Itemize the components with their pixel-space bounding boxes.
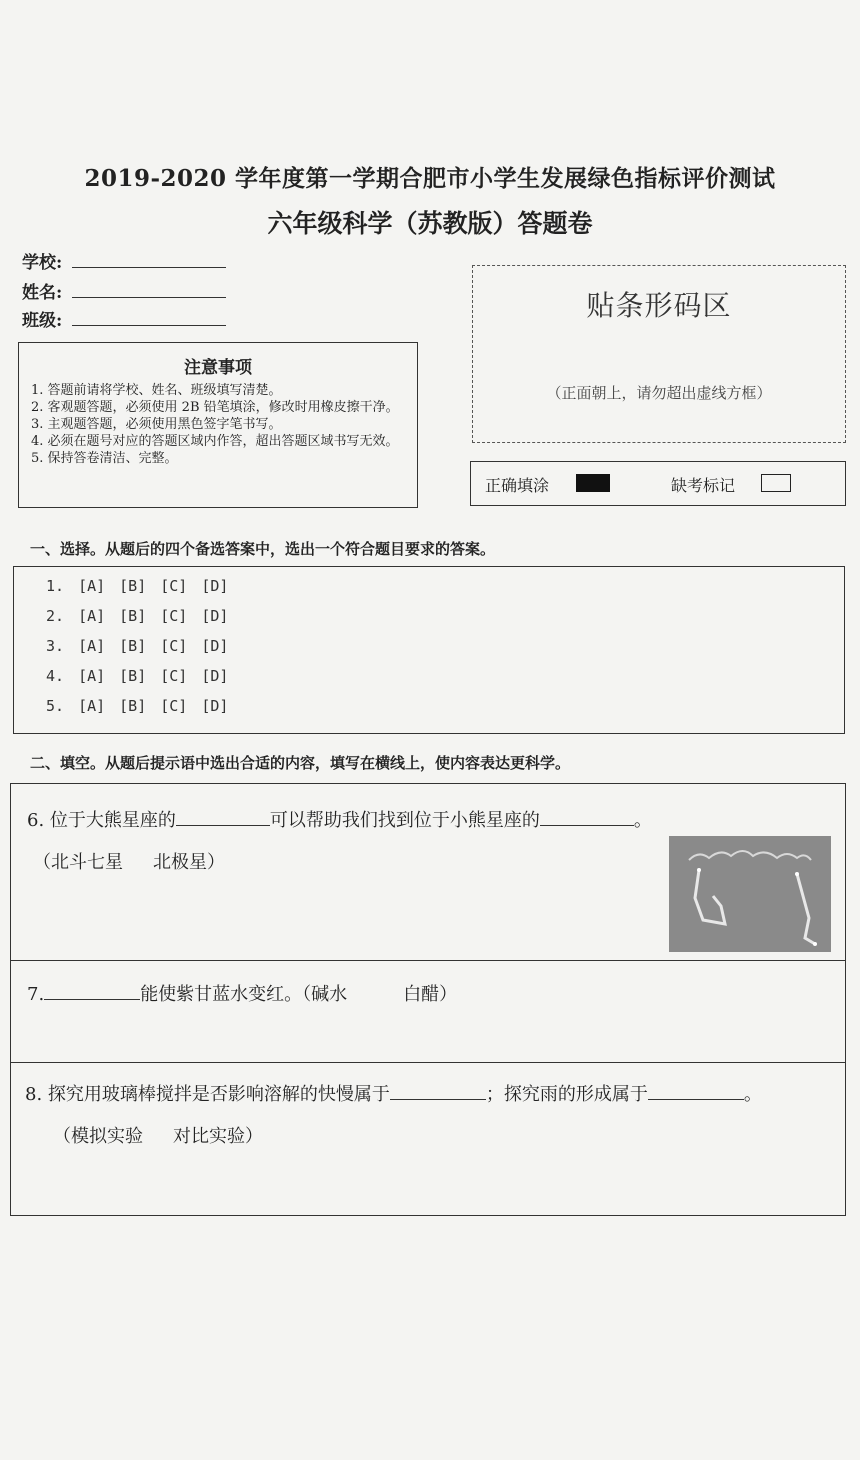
option-c[interactable]: [C] (160, 577, 188, 595)
q7-text-1: 7. (27, 984, 45, 1005)
option-a[interactable]: [A] (78, 637, 106, 655)
option-c[interactable]: [C] (160, 637, 188, 655)
exam-title: 2019-2020 学年度第一学期合肥市小学生发展绿色指标评价测试 (84, 165, 776, 192)
notice-item: 4. 必须在题号对应的答题区域内作答，超出答题区域书写无效。 (31, 434, 399, 449)
q8-hint (53, 1122, 293, 1148)
barcode-title: 贴条形码区 (586, 289, 732, 322)
question-number: 2. (46, 607, 65, 625)
class-blank[interactable] (72, 311, 226, 326)
option-b[interactable]: [B] (119, 607, 147, 625)
question-number: 3. (46, 637, 65, 655)
q6-text-3: 。 (633, 810, 652, 831)
q6-hint-1: （北斗七星 (33, 852, 123, 873)
question-number: 4. (46, 667, 65, 685)
option-b[interactable]: [B] (119, 667, 147, 685)
name-blank[interactable] (72, 283, 226, 298)
q7-text-3: 白醋） (403, 984, 458, 1005)
q6-hint-2: 北极星） (153, 852, 225, 873)
option-b[interactable]: [B] (119, 577, 147, 595)
section2-heading: 二、填空。从题后提示语中选出合适的内容，填写在横线上，使内容表达更科学。 (30, 754, 571, 772)
q8-hint-2: 对比实验） (173, 1126, 263, 1147)
q8-blank-1[interactable] (390, 1083, 486, 1100)
option-a[interactable]: [A] (78, 697, 106, 715)
option-d[interactable]: [D] (201, 667, 229, 685)
option-d[interactable]: [D] (201, 637, 229, 655)
notice-item: 2. 客观题答题，必须使用 2B 铅笔填涂，修改时用橡皮擦干净。 (31, 400, 399, 415)
option-a[interactable]: [A] (78, 667, 106, 685)
q8-text-2: ；探究雨的形成属于 (485, 1084, 648, 1105)
school-label: 学校: (22, 253, 63, 273)
choice-row-2 (46, 607, 242, 625)
school-blank[interactable] (72, 253, 226, 268)
fill-marks-box (470, 461, 846, 506)
q8-blank-2[interactable] (648, 1083, 744, 1100)
option-d[interactable]: [D] (201, 577, 229, 595)
school-field (22, 248, 226, 273)
option-c[interactable]: [C] (160, 607, 188, 625)
choice-row-5 (46, 697, 242, 715)
notice-item: 1. 答题前请将学校、姓名、班级填写清楚。 (31, 383, 282, 398)
option-b[interactable]: [B] (119, 697, 147, 715)
option-c[interactable]: [C] (160, 667, 188, 685)
notice-box (18, 342, 418, 508)
class-label: 班级: (22, 311, 63, 331)
choice-row-1 (46, 577, 242, 595)
section1-heading: 一、选择。从题后的四个备选答案中，选出一个符合题目要求的答案。 (30, 540, 496, 558)
exam-subtitle: 六年级科学（苏教版）答题卷 (267, 209, 593, 238)
q6-hint (33, 848, 255, 874)
correct-fill-label: 正确填涂 (485, 476, 550, 495)
notice-item: 5. 保持答卷清洁、完整。 (31, 451, 178, 466)
option-a[interactable]: [A] (78, 577, 106, 595)
choice-answer-box (13, 566, 845, 734)
q6-text-1: 6. 位于大熊星座的 (27, 810, 176, 831)
class-field (22, 306, 226, 331)
name-label: 姓名: (22, 283, 63, 303)
absent-mark-label: 缺考标记 (671, 476, 736, 495)
correct-fill-swatch (576, 474, 610, 492)
question-6 (27, 806, 652, 832)
q8-hint-1: （模拟实验 (53, 1126, 143, 1147)
question-7 (27, 980, 457, 1006)
question-8 (25, 1080, 762, 1106)
q7-blank[interactable] (44, 983, 140, 1000)
fill-in-answer-box (10, 783, 846, 1216)
option-c[interactable]: [C] (160, 697, 188, 715)
q6-text-2: 可以帮助我们找到位于小熊星座的 (269, 810, 540, 831)
q8-text-1: 8. 探究用玻璃棒搅拌是否影响溶解的快慢属于 (25, 1084, 390, 1105)
barcode-area (472, 265, 846, 443)
divider (11, 1062, 845, 1063)
option-b[interactable]: [B] (119, 637, 147, 655)
q6-blank-2[interactable] (540, 809, 634, 826)
q8-text-3: 。 (743, 1084, 762, 1105)
option-d[interactable]: [D] (201, 697, 229, 715)
barcode-note: （正面朝上，请勿超出虚线方框） (546, 384, 772, 402)
q6-blank-1[interactable] (176, 809, 270, 826)
divider (11, 960, 845, 961)
choice-row-4 (46, 667, 242, 685)
option-d[interactable]: [D] (201, 607, 229, 625)
q7-text-2: 能使紫甘蓝水变红。（碱水 (140, 984, 348, 1005)
question-number: 1. (46, 577, 65, 595)
absent-mark-checkbox[interactable] (761, 474, 791, 492)
name-field (22, 278, 226, 303)
question-number: 5. (46, 697, 65, 715)
constellation-photo (669, 836, 831, 952)
option-a[interactable]: [A] (78, 607, 106, 625)
notice-item: 3. 主观题答题，必须使用黑色签字笔书写。 (31, 417, 282, 432)
notice-title: 注意事项 (184, 358, 252, 378)
choice-row-3 (46, 637, 242, 655)
